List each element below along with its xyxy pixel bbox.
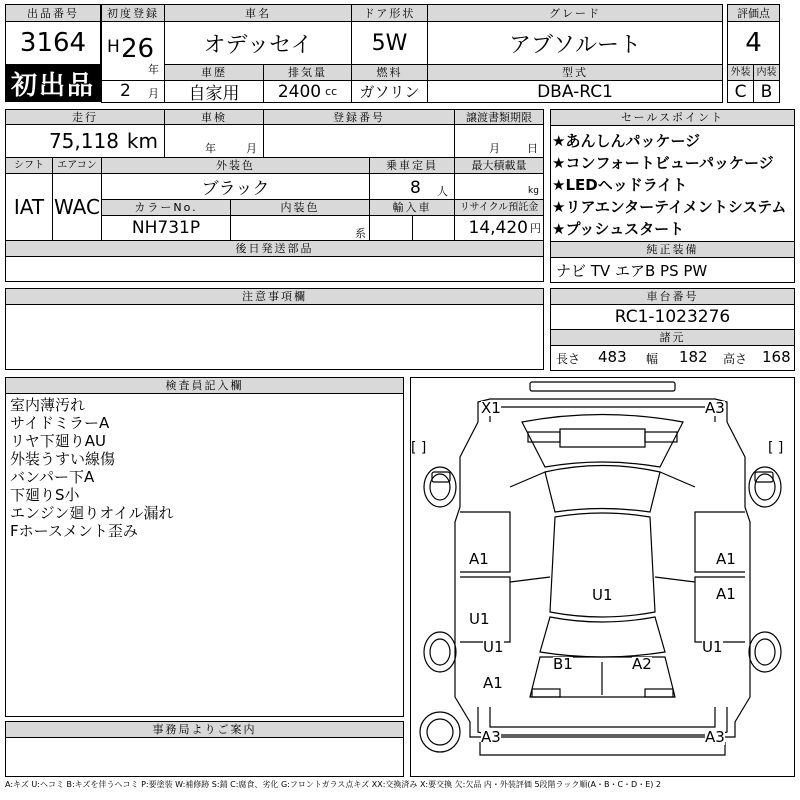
ac-header: エアコン	[52, 157, 102, 174]
history-cell	[164, 80, 264, 103]
int-color-header: 内装色	[230, 199, 370, 216]
mark-u1-left-2: U1	[483, 638, 504, 656]
interior-header: 内装	[753, 64, 780, 81]
windshield	[545, 466, 660, 513]
sales-point-item: ★コンフォートビューパッケージ	[552, 154, 774, 172]
grille	[560, 429, 645, 447]
headlight-left	[528, 432, 560, 442]
displacement: 2400	[277, 81, 322, 102]
inspector-note-line: エンジン廻りオイル漏れ	[10, 504, 174, 522]
height: 168	[762, 348, 791, 366]
chassis-cell	[550, 304, 795, 330]
mileage-unit: km	[126, 129, 158, 153]
door-header: ドア形状	[351, 4, 428, 22]
transfer-month: 月	[489, 142, 500, 155]
length: 483	[598, 348, 627, 366]
grade: アブソルート	[508, 32, 641, 58]
ext-color: ブラック	[201, 179, 270, 199]
car-name-cell	[164, 21, 352, 65]
fuel-cell	[351, 80, 428, 103]
inspector-note-line: リヤ下廻りAU	[10, 432, 106, 450]
equipment: ナビ TV エアB PS PW	[556, 261, 708, 280]
ext-color-cell	[101, 173, 370, 200]
mark-bracket-left: [ ]	[411, 440, 427, 456]
mark-bracket-right: [ ]	[768, 440, 784, 456]
right-front-wheel	[749, 467, 781, 507]
front-bumper	[478, 399, 727, 422]
sales-points-list	[552, 130, 795, 240]
length-label: 長さ	[556, 352, 581, 366]
color-no: NH731P	[131, 218, 201, 238]
dims-header: 諸元	[550, 329, 795, 346]
recycle-cell	[454, 215, 544, 241]
hood	[522, 415, 683, 468]
ac: WAC	[54, 195, 100, 219]
lot-no: 3164	[19, 28, 87, 58]
reg-month: 2	[120, 81, 131, 101]
rear-window	[540, 617, 665, 657]
inspection-month-unit: 月	[246, 142, 257, 155]
sales-point-item: ★リアエンターテイメントシステム	[552, 198, 787, 216]
door: 5W	[371, 30, 408, 56]
exterior-grade: C	[734, 81, 747, 102]
first-listing-badge: 初出品	[5, 64, 101, 102]
office-header: 事務局よりご案内	[5, 721, 404, 738]
mark-a1-right-front: A1	[716, 550, 736, 568]
color-no-header: カラーNo.	[101, 199, 231, 216]
int-color-cell	[230, 215, 370, 241]
mileage-header: 走行	[5, 109, 165, 125]
left-rear-wheel-hub	[430, 639, 450, 665]
roof-spoiler	[530, 382, 675, 391]
lot-no-cell	[5, 21, 101, 65]
mileage: 75,118	[48, 129, 119, 153]
import-cell-a	[369, 215, 413, 241]
shift-header: シフト	[5, 157, 53, 174]
reg-no-header: 登録番号	[263, 109, 455, 125]
max-load-unit: kg	[528, 186, 539, 196]
import-header: 輸入車	[369, 199, 455, 216]
width-label: 幅	[646, 352, 659, 366]
undercarriage	[480, 742, 725, 755]
import-cell-b	[412, 215, 455, 241]
transfer-day: 日	[527, 142, 538, 155]
dims-cell	[550, 345, 795, 371]
sales-points-header: セールスポイント	[550, 109, 795, 126]
tail-light-right	[645, 689, 673, 697]
inspector-header: 検査員記入欄	[5, 377, 404, 394]
mark-b1: B1	[553, 655, 573, 673]
car-name: オデッセイ	[203, 32, 313, 58]
int-color-unit: 系	[355, 227, 366, 240]
era: H	[107, 37, 120, 57]
equipment-cell	[550, 257, 795, 283]
headlight-right	[645, 432, 677, 442]
recycle-header: リサイクル預託金	[454, 199, 544, 216]
shift: IAT	[13, 195, 45, 219]
recycle: 14,420	[468, 218, 528, 238]
inspector-note-line: 外装うすい線傷	[10, 450, 116, 468]
rear-bumper-inner	[490, 707, 715, 727]
inspector-note-line: バンパー下A	[10, 468, 95, 486]
capacity-unit: 人	[437, 185, 448, 198]
reg-year-unit: 年	[148, 63, 159, 76]
sales-point-item: ★プッシュスタート	[552, 220, 685, 238]
mark-a1-left-front: A1	[469, 550, 489, 568]
mark-a3-bottom-right: A3	[705, 728, 725, 746]
notes-cell	[5, 304, 544, 370]
capacity: 8	[410, 178, 421, 198]
door-cell	[351, 21, 428, 65]
inspector-note-line: 室内薄汚れ	[10, 396, 86, 414]
fuel: ガソリン	[359, 83, 420, 101]
model-cell	[427, 80, 723, 103]
chassis-no: RC1-1023276	[614, 307, 731, 327]
interior-grade: B	[760, 81, 773, 102]
exterior-cell	[727, 80, 754, 103]
car-name-header: 車名	[164, 4, 352, 22]
max-load-header: 最大積載量	[454, 157, 544, 174]
mark-a1-right-2: A1	[716, 585, 736, 603]
mark-a2: A2	[632, 655, 652, 673]
later-parts-cell	[5, 256, 544, 282]
mark-a3-bottom-left: A3	[481, 728, 501, 746]
width: 182	[679, 348, 708, 366]
mark-u1-center: U1	[592, 586, 613, 604]
pillars	[510, 472, 695, 582]
grade-header: グレード	[427, 4, 723, 22]
inspector-note-line: 下廻りS小	[10, 486, 80, 504]
score-cell	[727, 21, 780, 65]
equipment-header: 純正装備	[550, 241, 795, 258]
mark-x1: X1	[481, 399, 501, 417]
sales-point-item: ★あんしんパッケージ	[552, 132, 701, 150]
inspection-year-unit: 年	[205, 142, 216, 155]
interior-cell	[753, 80, 780, 103]
spare-wheel	[420, 712, 460, 752]
grade-cell	[427, 21, 723, 65]
mark-a1-left-3: A1	[483, 674, 503, 692]
legend: A:キズ U:ヘコミ B:キズを伴うヘコミ P:要塗装 W:補修跡 S:錆 C:腐食、劣化 G:フロントガラス点キズ XX:交換済み X:要交換 欠:欠品 内・外装評価 5段階ラック順(A・B・C・D・E) 2	[5, 780, 662, 789]
left-front-wheel-hub	[430, 474, 450, 500]
chassis-header: 車台番号	[550, 288, 795, 305]
fuel-header: 燃料	[351, 64, 428, 81]
shift-cell	[5, 173, 53, 241]
lot-no-header: 出品番号	[5, 4, 101, 22]
ac-cell	[52, 173, 102, 241]
inspection-header: 車検	[164, 109, 264, 125]
right-rear-wheel-hub	[755, 639, 775, 665]
rear-bumper	[478, 707, 727, 735]
spare-wheel-hub	[427, 719, 453, 745]
displacement-unit: cc	[325, 85, 338, 98]
model: DBA-RC1	[537, 81, 613, 102]
mark-u1-right: U1	[702, 638, 723, 656]
sales-point-item: ★LEDヘッドライト	[552, 176, 688, 194]
left-rear-wheel	[424, 632, 456, 672]
reg-no-cell	[263, 124, 455, 158]
displacement-header: 排気量	[263, 64, 352, 81]
capacity-header: 乗車定員	[369, 157, 455, 174]
reg-month-unit: 月	[148, 87, 159, 100]
right-front-wheel-hub	[755, 474, 775, 500]
recycle-unit: 円	[530, 222, 541, 235]
exterior-header: 外装	[727, 64, 754, 81]
car-diagram	[410, 377, 795, 777]
transfer-header: 譲渡書類期限	[454, 109, 544, 125]
first-reg-header: 初度登録	[101, 4, 165, 22]
mileage-cell	[5, 124, 165, 158]
later-parts-header: 後日発送部品	[5, 240, 544, 257]
office-cell	[5, 737, 404, 777]
model-header: 型式	[427, 64, 723, 81]
notes-header: 注意事項欄	[5, 288, 544, 305]
inspector-notes	[10, 396, 400, 540]
left-front-wheel	[424, 467, 456, 507]
inspector-note-line: Fホースメント歪み	[10, 522, 138, 540]
history-header: 車歴	[164, 64, 264, 81]
tail-light-left	[532, 689, 560, 697]
history: 自家用	[188, 84, 240, 104]
right-rear-wheel	[749, 632, 781, 672]
displacement-cell	[263, 80, 352, 103]
score-header: 評価点	[727, 4, 780, 22]
mark-a3-top-right: A3	[705, 399, 725, 417]
mark-u1-left: U1	[469, 610, 490, 628]
ext-color-header: 外装色	[101, 157, 370, 174]
height-label: 高さ	[723, 352, 748, 366]
reg-year: 26	[121, 34, 155, 64]
inspector-note-line: サイドミラーA	[10, 414, 110, 432]
score: 4	[745, 28, 762, 58]
color-no-cell	[101, 215, 231, 241]
